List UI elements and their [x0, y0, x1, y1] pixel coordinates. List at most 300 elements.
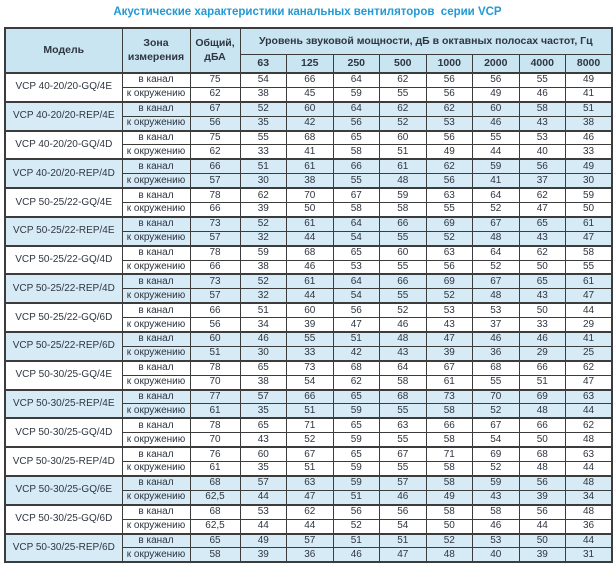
- total-cell: 62: [190, 145, 240, 159]
- band-cell: 59: [333, 476, 380, 490]
- band-cell: 49: [426, 145, 473, 159]
- band-cell: 67: [473, 274, 520, 288]
- band-cell: 35: [240, 462, 287, 476]
- table-row: [5, 332, 612, 346]
- band-cell: 55: [380, 433, 427, 447]
- band-cell: 60: [380, 131, 427, 145]
- band-cell: 34: [240, 318, 287, 332]
- zone-cell: к окружению: [122, 404, 190, 418]
- band-cell: 63: [566, 390, 613, 404]
- band-cell: 46: [473, 116, 520, 130]
- total-cell: 57: [190, 231, 240, 245]
- band-cell: 69: [473, 447, 520, 461]
- band-cell: 38: [240, 375, 287, 389]
- band-cell: 56: [426, 73, 473, 87]
- band-cell: 40: [473, 548, 520, 562]
- band-cell: 55: [333, 174, 380, 188]
- band-cell: 48: [519, 404, 566, 418]
- band-cell: 44: [519, 519, 566, 533]
- band-cell: 46: [519, 332, 566, 346]
- band-cell: 64: [333, 73, 380, 87]
- band-cell: 63: [566, 447, 613, 461]
- band-cell: 64: [333, 102, 380, 116]
- zone-cell: к окружению: [122, 375, 190, 389]
- band-cell: 59: [473, 476, 520, 490]
- header-freq-500: 500: [380, 54, 427, 73]
- band-cell: 55: [380, 231, 427, 245]
- model-cell: VCP 50-30/25-GQ/6D: [5, 505, 122, 534]
- total-cell: 56: [190, 116, 240, 130]
- band-cell: 51: [566, 102, 613, 116]
- band-cell: 33: [566, 145, 613, 159]
- table-header: [5, 28, 612, 73]
- band-cell: 68: [287, 246, 334, 260]
- band-cell: 67: [287, 447, 334, 461]
- band-cell: 46: [473, 519, 520, 533]
- band-cell: 38: [240, 260, 287, 274]
- band-cell: 53: [473, 303, 520, 317]
- band-cell: 53: [426, 116, 473, 130]
- band-cell: 30: [566, 174, 613, 188]
- band-cell: 46: [240, 332, 287, 346]
- zone-cell: в канал: [122, 332, 190, 346]
- band-cell: 68: [380, 390, 427, 404]
- band-cell: 55: [566, 260, 613, 274]
- band-cell: 65: [333, 418, 380, 432]
- zone-cell: в канал: [122, 102, 190, 116]
- band-cell: 59: [473, 159, 520, 173]
- band-cell: 68: [287, 131, 334, 145]
- header-freq-63: 63: [240, 54, 287, 73]
- total-cell: 65: [190, 534, 240, 548]
- band-cell: 65: [333, 390, 380, 404]
- total-cell: 75: [190, 131, 240, 145]
- band-cell: 58: [380, 375, 427, 389]
- band-cell: 64: [473, 246, 520, 260]
- zone-cell: в канал: [122, 390, 190, 404]
- band-cell: 39: [519, 548, 566, 562]
- zone-cell: в канал: [122, 303, 190, 317]
- band-cell: 64: [333, 217, 380, 231]
- model-cell: VCP 50-30/25-REP/4E: [5, 390, 122, 419]
- band-cell: 48: [380, 332, 427, 346]
- band-cell: 73: [426, 390, 473, 404]
- band-cell: 51: [240, 303, 287, 317]
- total-cell: 62: [190, 87, 240, 101]
- band-cell: 44: [566, 303, 613, 317]
- band-cell: 52: [426, 289, 473, 303]
- table-row: [5, 361, 612, 375]
- band-cell: 48: [566, 476, 613, 490]
- total-cell: 73: [190, 217, 240, 231]
- table-body: [5, 73, 612, 562]
- band-cell: 30: [240, 346, 287, 360]
- band-cell: 40: [519, 145, 566, 159]
- model-cell: VCP 50-30/25-GQ/4D: [5, 418, 122, 447]
- band-cell: 47: [287, 490, 334, 504]
- band-cell: 71: [426, 447, 473, 461]
- band-cell: 44: [240, 519, 287, 533]
- band-cell: 56: [333, 505, 380, 519]
- band-cell: 67: [473, 418, 520, 432]
- band-cell: 42: [287, 116, 334, 130]
- band-cell: 54: [240, 73, 287, 87]
- band-cell: 46: [566, 131, 613, 145]
- band-cell: 37: [473, 318, 520, 332]
- band-cell: 54: [333, 231, 380, 245]
- band-cell: 32: [240, 289, 287, 303]
- band-cell: 38: [566, 116, 613, 130]
- table-row: [5, 246, 612, 260]
- band-cell: 58: [566, 246, 613, 260]
- band-cell: 55: [380, 87, 427, 101]
- band-cell: 66: [287, 73, 334, 87]
- band-cell: 59: [333, 404, 380, 418]
- band-cell: 41: [287, 145, 334, 159]
- band-cell: 55: [380, 404, 427, 418]
- total-cell: 57: [190, 289, 240, 303]
- band-cell: 60: [240, 447, 287, 461]
- table-row: [5, 217, 612, 231]
- total-cell: 76: [190, 447, 240, 461]
- band-cell: 47: [519, 203, 566, 217]
- band-cell: 62: [380, 102, 427, 116]
- band-cell: 56: [519, 476, 566, 490]
- total-cell: 67: [190, 102, 240, 116]
- zone-cell: к окружению: [122, 145, 190, 159]
- band-cell: 65: [333, 131, 380, 145]
- band-cell: 46: [380, 490, 427, 504]
- band-cell: 36: [566, 519, 613, 533]
- band-cell: 62: [519, 188, 566, 202]
- band-cell: 55: [380, 462, 427, 476]
- model-cell: VCP 50-25/22-REP/4D: [5, 274, 122, 303]
- band-cell: 53: [240, 505, 287, 519]
- band-cell: 50: [566, 203, 613, 217]
- band-cell: 55: [519, 73, 566, 87]
- band-cell: 58: [426, 433, 473, 447]
- band-cell: 51: [240, 159, 287, 173]
- band-cell: 49: [566, 159, 613, 173]
- band-cell: 43: [380, 346, 427, 360]
- total-cell: 75: [190, 73, 240, 87]
- band-cell: 48: [566, 433, 613, 447]
- band-cell: 38: [287, 174, 334, 188]
- model-cell: VCP 50-30/25-GQ/6E: [5, 476, 122, 505]
- zone-cell: к окружению: [122, 87, 190, 101]
- band-cell: 43: [519, 231, 566, 245]
- header-freq-4000: 4000: [519, 54, 566, 73]
- model-cell: VCP 50-25/22-GQ/6D: [5, 303, 122, 332]
- band-cell: 61: [287, 159, 334, 173]
- band-cell: 44: [287, 231, 334, 245]
- table-row: [5, 73, 612, 87]
- zone-cell: в канал: [122, 505, 190, 519]
- band-cell: 58: [333, 203, 380, 217]
- band-cell: 52: [240, 102, 287, 116]
- header-total: Общий, дБА: [190, 28, 240, 73]
- total-cell: 66: [190, 260, 240, 274]
- band-cell: 38: [240, 87, 287, 101]
- band-cell: 33: [519, 318, 566, 332]
- band-cell: 67: [380, 447, 427, 461]
- total-cell: 78: [190, 246, 240, 260]
- band-cell: 68: [519, 447, 566, 461]
- band-cell: 61: [426, 375, 473, 389]
- band-cell: 51: [380, 534, 427, 548]
- band-cell: 51: [287, 462, 334, 476]
- zone-cell: к окружению: [122, 116, 190, 130]
- band-cell: 51: [380, 145, 427, 159]
- band-cell: 48: [473, 289, 520, 303]
- band-cell: 46: [380, 318, 427, 332]
- band-cell: 52: [380, 303, 427, 317]
- band-cell: 56: [426, 260, 473, 274]
- header-freq-125: 125: [287, 54, 334, 73]
- band-cell: 37: [519, 174, 566, 188]
- band-cell: 71: [287, 418, 334, 432]
- band-cell: 48: [380, 174, 427, 188]
- table-title: Акустические характеристики канальных вентиляторов серии VCP: [113, 6, 502, 18]
- band-cell: 67: [333, 188, 380, 202]
- band-cell: 59: [333, 87, 380, 101]
- total-cell: 61: [190, 404, 240, 418]
- zone-cell: в канал: [122, 274, 190, 288]
- band-cell: 55: [380, 289, 427, 303]
- acoustic-table: [4, 27, 613, 563]
- total-cell: 62,5: [190, 519, 240, 533]
- total-cell: 66: [190, 303, 240, 317]
- band-cell: 51: [333, 534, 380, 548]
- zone-cell: к окружению: [122, 346, 190, 360]
- zone-cell: в канал: [122, 418, 190, 432]
- table-row: [5, 505, 612, 519]
- band-cell: 66: [426, 418, 473, 432]
- header-freq-250: 250: [333, 54, 380, 73]
- band-cell: 39: [240, 203, 287, 217]
- band-cell: 35: [240, 116, 287, 130]
- band-cell: 62: [240, 188, 287, 202]
- band-cell: 48: [519, 462, 566, 476]
- band-cell: 61: [287, 217, 334, 231]
- zone-cell: в канал: [122, 361, 190, 375]
- total-cell: 68: [190, 476, 240, 490]
- band-cell: 66: [519, 418, 566, 432]
- total-cell: 66: [190, 203, 240, 217]
- table-row: [5, 274, 612, 288]
- band-cell: 50: [426, 519, 473, 533]
- zone-cell: к окружению: [122, 519, 190, 533]
- band-cell: 61: [380, 159, 427, 173]
- band-cell: 66: [380, 274, 427, 288]
- model-cell: VCP 50-25/22-GQ/4E: [5, 188, 122, 217]
- band-cell: 60: [287, 303, 334, 317]
- band-cell: 55: [240, 131, 287, 145]
- zone-cell: в канал: [122, 534, 190, 548]
- band-cell: 62: [426, 102, 473, 116]
- band-cell: 35: [240, 404, 287, 418]
- band-cell: 46: [473, 332, 520, 346]
- band-cell: 58: [426, 462, 473, 476]
- model-cell: VCP 50-30/25-GQ/4E: [5, 361, 122, 390]
- band-cell: 44: [566, 462, 613, 476]
- band-cell: 43: [473, 490, 520, 504]
- table-row: [5, 188, 612, 202]
- band-cell: 58: [426, 476, 473, 490]
- band-cell: 63: [426, 246, 473, 260]
- band-cell: 52: [240, 217, 287, 231]
- band-cell: 66: [380, 217, 427, 231]
- band-cell: 69: [426, 217, 473, 231]
- band-cell: 53: [333, 260, 380, 274]
- band-cell: 32: [240, 231, 287, 245]
- total-cell: 78: [190, 418, 240, 432]
- band-cell: 34: [566, 490, 613, 504]
- table-row: [5, 476, 612, 490]
- band-cell: 60: [473, 102, 520, 116]
- band-cell: 31: [566, 548, 613, 562]
- band-cell: 52: [473, 404, 520, 418]
- band-cell: 54: [333, 289, 380, 303]
- zone-cell: в канал: [122, 159, 190, 173]
- table-row: [5, 159, 612, 173]
- zone-cell: к окружению: [122, 318, 190, 332]
- band-cell: 52: [240, 274, 287, 288]
- band-cell: 58: [519, 102, 566, 116]
- band-cell: 44: [566, 534, 613, 548]
- band-cell: 58: [426, 404, 473, 418]
- model-cell: VCP 40-20/20-GQ/4D: [5, 131, 122, 160]
- band-cell: 41: [566, 87, 613, 101]
- band-cell: 70: [473, 390, 520, 404]
- band-cell: 63: [287, 476, 334, 490]
- total-cell: 73: [190, 274, 240, 288]
- band-cell: 68: [333, 361, 380, 375]
- band-cell: 53: [426, 303, 473, 317]
- band-cell: 33: [287, 346, 334, 360]
- band-cell: 66: [333, 159, 380, 173]
- band-cell: 56: [333, 303, 380, 317]
- header-zone: Зона измерения: [122, 28, 190, 73]
- band-cell: 62: [519, 246, 566, 260]
- band-cell: 36: [287, 548, 334, 562]
- header-freq-2000: 2000: [473, 54, 520, 73]
- band-cell: 51: [287, 404, 334, 418]
- band-cell: 64: [380, 361, 427, 375]
- band-cell: 57: [240, 476, 287, 490]
- band-cell: 59: [380, 188, 427, 202]
- band-cell: 51: [519, 375, 566, 389]
- zone-cell: в канал: [122, 188, 190, 202]
- band-cell: 49: [566, 73, 613, 87]
- band-cell: 47: [566, 231, 613, 245]
- band-cell: 43: [519, 289, 566, 303]
- zone-cell: к окружению: [122, 174, 190, 188]
- model-cell: VCP 50-25/22-GQ/4D: [5, 246, 122, 275]
- band-cell: 54: [380, 519, 427, 533]
- total-cell: 56: [190, 318, 240, 332]
- band-cell: 41: [473, 174, 520, 188]
- total-cell: 70: [190, 433, 240, 447]
- band-cell: 55: [426, 203, 473, 217]
- band-cell: 51: [333, 332, 380, 346]
- band-cell: 39: [519, 490, 566, 504]
- header-model: Модель: [5, 28, 122, 73]
- zone-cell: к окружению: [122, 260, 190, 274]
- band-cell: 33: [240, 145, 287, 159]
- band-cell: 59: [566, 188, 613, 202]
- band-cell: 61: [287, 274, 334, 288]
- band-cell: 44: [473, 145, 520, 159]
- model-cell: VCP 40-20/20-REP/4E: [5, 102, 122, 131]
- model-cell: VCP 40-20/20-REP/4D: [5, 159, 122, 188]
- band-cell: 47: [426, 332, 473, 346]
- band-cell: 52: [473, 462, 520, 476]
- model-cell: VCP 50-25/22-REP/6D: [5, 332, 122, 361]
- band-cell: 53: [519, 131, 566, 145]
- band-cell: 62: [287, 505, 334, 519]
- zone-cell: в канал: [122, 217, 190, 231]
- band-cell: 42: [333, 346, 380, 360]
- band-cell: 48: [473, 231, 520, 245]
- band-cell: 69: [426, 274, 473, 288]
- total-cell: 70: [190, 375, 240, 389]
- band-cell: 41: [566, 332, 613, 346]
- band-cell: 64: [333, 274, 380, 288]
- band-cell: 50: [287, 203, 334, 217]
- header-freq-1000: 1000: [426, 54, 473, 73]
- band-cell: 60: [380, 246, 427, 260]
- band-cell: 62: [566, 361, 613, 375]
- header-octave-group: Уровень звуковой мощности, дБ в октавных полосах частот, Гц: [240, 28, 612, 54]
- band-cell: 45: [287, 87, 334, 101]
- band-cell: 50: [519, 260, 566, 274]
- band-cell: 57: [380, 476, 427, 490]
- band-cell: 43: [519, 116, 566, 130]
- band-cell: 55: [380, 260, 427, 274]
- band-cell: 39: [426, 346, 473, 360]
- band-cell: 52: [473, 260, 520, 274]
- band-cell: 54: [287, 375, 334, 389]
- band-cell: 56: [333, 116, 380, 130]
- band-cell: 59: [333, 433, 380, 447]
- band-cell: 55: [287, 332, 334, 346]
- total-cell: 57: [190, 174, 240, 188]
- total-cell: 78: [190, 361, 240, 375]
- band-cell: 44: [287, 289, 334, 303]
- band-cell: 65: [333, 447, 380, 461]
- header-freq-8000: 8000: [566, 54, 613, 73]
- band-cell: 60: [287, 102, 334, 116]
- total-cell: 68: [190, 505, 240, 519]
- model-cell: VCP 40-20/20-GQ/4E: [5, 73, 122, 102]
- band-cell: 47: [566, 289, 613, 303]
- zone-cell: к окружению: [122, 231, 190, 245]
- band-cell: 61: [566, 274, 613, 288]
- band-cell: 49: [473, 87, 520, 101]
- band-cell: 56: [426, 174, 473, 188]
- band-cell: 46: [333, 548, 380, 562]
- band-cell: 55: [473, 131, 520, 145]
- band-cell: 58: [333, 145, 380, 159]
- band-cell: 52: [333, 519, 380, 533]
- band-cell: 62: [426, 159, 473, 173]
- band-cell: 67: [426, 361, 473, 375]
- band-cell: 66: [519, 361, 566, 375]
- band-cell: 56: [473, 73, 520, 87]
- total-cell: 58: [190, 548, 240, 562]
- zone-cell: к окружению: [122, 203, 190, 217]
